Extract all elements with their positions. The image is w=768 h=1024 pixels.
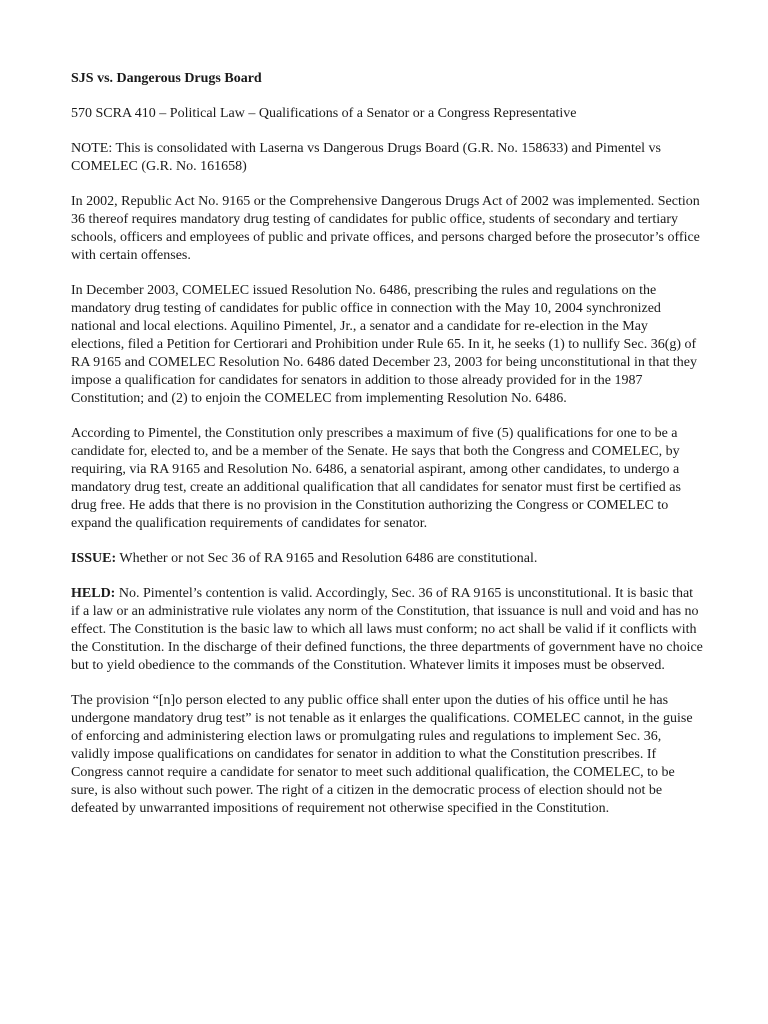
held-label: HELD: bbox=[71, 586, 116, 601]
case-citation: 570 SCRA 410 – Political Law – Qualifications of a Senator or a Congress Representative bbox=[71, 106, 577, 121]
facts-paragraph-3: According to Pimentel, the Constitution only prescribes a maximum of five (5) qualifications for one to be a candidate for, elected to, and be a member of the Senate. He says that both the Congress and COMELEC, by requiring, via RA 9165 and Resolution No. 6486, a senatorial aspirant, among other candidates, to undergo a mandatory drug test, create an additional qualification that all candidates for senator must first be certified as drug free. He adds that there is no provision in the Constitution authorizing the Congress or COMELEC to expand the qualification requirements of candidates for senator. bbox=[71, 426, 681, 531]
held-paragraph bbox=[71, 585, 703, 675]
issue-label: ISSUE: bbox=[71, 551, 117, 566]
consolidation-note: NOTE: This is consolidated with Laserna vs Dangerous Drugs Board (G.R. No. 158633) and Pimentel vs COMELEC (G.R. No. 161658) bbox=[71, 141, 661, 174]
document-title: SJS vs. Dangerous Drugs Board bbox=[71, 71, 262, 86]
held-text: No. Pimentel’s contention is valid. Accordingly, Sec. 36 of RA 9165 is unconstitutional. It is basic that if a law or an administrative rule violates any norm of the Constitution, that issuance is null and void and has no effect. The Constitution is the basic law to which all laws must conform; no act shall be valid if it conflicts with the Constitution. In the discharge of their defined functions, the three departments of government have no choice but to yield obedience to the commands of the Constitution. Whatever limits it imposes must be observed. bbox=[71, 586, 703, 673]
facts-paragraph-1: In 2002, Republic Act No. 9165 or the Comprehensive Dangerous Drugs Act of 2002 was implemented. Section 36 thereof requires mandatory drug testing of candidates for public office, students of secondary and tertiary schools, officers and employees of public and private offices, and persons charged before the prosecutor’s office with certain offenses. bbox=[71, 194, 700, 263]
issue-text: Whether or not Sec 36 of RA 9165 and Resolution 6486 are constitutional. bbox=[116, 551, 538, 566]
conclusion-paragraph: The provision “[n]o person elected to any public office shall enter upon the duties of his office until he has undergone mandatory drug test” is not tenable as it enlarges the qualifications. COMELEC cannot, in the guise of enforcing and administering election laws or promulgating rules and regulations to implement Sec. 36, validly impose qualifications on candidates for senator in addition to what the Constitution prescribes. If Congress cannot require a candidate for senator to meet such additional qualification, the COMELEC, to be sure, is also without such power. The right of a citizen in the democratic process of election should not be defeated by unwarranted impositions of requirement not otherwise specified in the Constitution. bbox=[71, 693, 693, 816]
document-page bbox=[71, 70, 703, 835]
facts-paragraph-2: In December 2003, COMELEC issued Resolution No. 6486, prescribing the rules and regulations on the mandatory drug testing of candidates for public office in connection with the May 10, 2004 synchronized national and local elections. Aquilino Pimentel, Jr., a senator and a candidate for re-election in the May elections, filed a Petition for Certiorari and Prohibition under Rule 65. In it, he seeks (1) to nullify Sec. 36(g) of RA 9165 and COMELEC Resolution No. 6486 dated December 23, 2003 for being unconstitutional in that they impose a qualification for candidates for senators in addition to those already provided for in the 1987 Constitution; and (2) to enjoin the COMELEC from implementing Resolution No. 6486. bbox=[71, 283, 698, 406]
issue-paragraph bbox=[71, 550, 703, 568]
